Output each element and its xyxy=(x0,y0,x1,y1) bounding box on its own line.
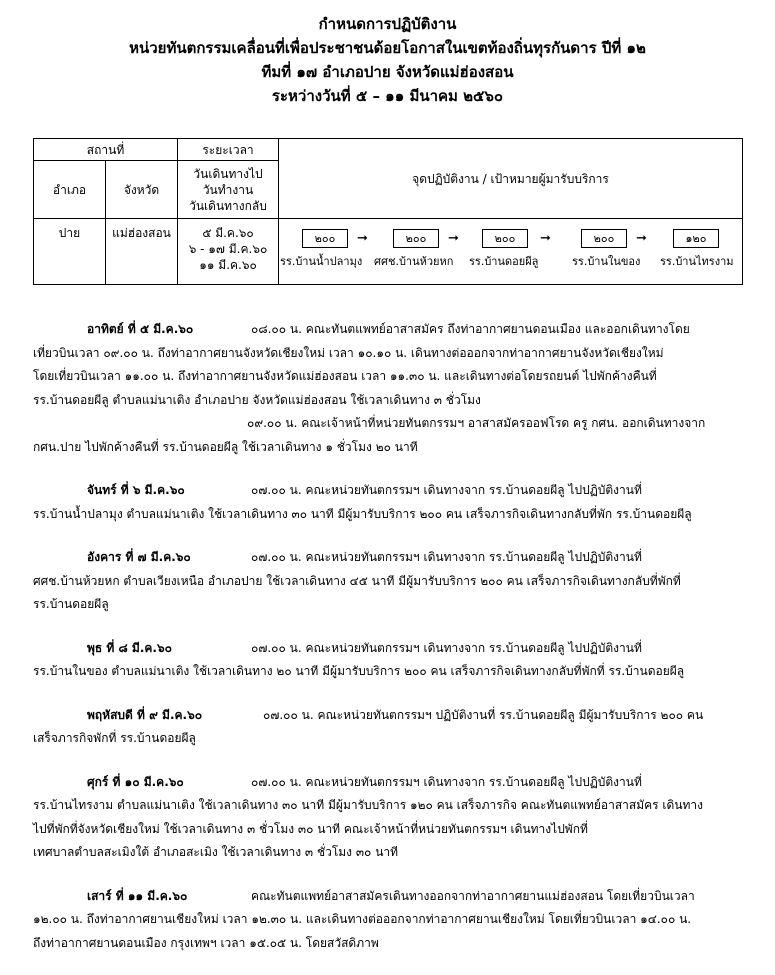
team-location: ทีมที่ ๑๗ อำเภอปาย จังหวัดแม่ฮ่องสอน xyxy=(261,63,514,81)
entry-line: ๐๗.๐๐ น. คณะหน่วยทันตกรรมฯ เดินทางจาก รร.บ้านดอยผีลู ไปปฏิบัติงานที่ xyxy=(251,483,642,497)
date-return: ๑๑ มี.ค.๖๐ xyxy=(199,258,257,272)
dates-cell xyxy=(178,219,279,285)
entry-line: ศศช.บ้านห้วยหก ตำบลเวียงเหนือ อำเภอปาย ใช้เวลาเดินทาง ๔๕ นาที มีผู้มารับบริการ ๒๐๐ คน เสร็จภารกิจเดินทางกลับที่พักที่ xyxy=(33,573,681,588)
entry-line: ๐๗.๐๐ น. คณะหน่วยทันตกรรมฯ เดินทางจาก รร.บ้านดอยผีลู ไปปฏิบัติงานที่ xyxy=(251,550,642,564)
schedule-entry-saturday xyxy=(33,885,748,956)
target-label-2: ศศช.บ้านห้วยหก xyxy=(374,254,454,268)
day-heading: ศุกร์ ที่ ๑๐ มี.ค.๖๐ xyxy=(87,774,184,789)
arrow-right-icon: ➞ xyxy=(540,230,551,246)
arrow-right-icon: ➞ xyxy=(636,230,647,246)
entry-line: ไปที่พักที่จังหวัดเชียงใหม่ ใช้เวลาเดินทาง ๓ ชั่วโมง ๓๐ นาที คณะเจ้าหน้าที่หน่วยทันตกรรมฯ เดินทางไปพักที่ xyxy=(33,821,588,836)
date-depart: ๕ มี.ค.๖๐ xyxy=(202,226,254,240)
day-heading: จันทร์ ที่ ๖ มี.ค.๖๐ xyxy=(87,483,185,497)
day-heading: อังคาร ที่ ๗ มี.ค.๖๐ xyxy=(87,550,191,564)
district-header: อำเภอ xyxy=(34,161,106,219)
day-heading: เสาร์ ที่ ๑๑ มี.ค.๖๐ xyxy=(87,888,188,903)
day-heading: พฤหัสบดี ที่ ๙ มี.ค.๖๐ xyxy=(87,707,203,722)
entry-line: เทศบาลตำบลสะเมิงใต้ อำเภอสะเมิง ใช้เวลาเดินทาง ๓ ชั่วโมง ๓๐ นาที xyxy=(33,845,399,859)
entry-line: เที่ยวบินเวลา ๐๙.๐๐ น. ถึงท่าอากาศยานจังหวัดเชียงใหม่ เวลา ๑๐.๑๐ น. เดินทางต่อออกจากท่าอากาศยานจังหวัดเชียงใหม่ xyxy=(33,345,664,360)
entry-line: ๐๘.๐๐ น. คณะทันตแพทย์อาสาสมัคร ถึงท่าอากาศยานดอนเมือง และออกเดินทางโดย xyxy=(251,322,690,336)
period-sub-return: วันเดินทางกลับ xyxy=(189,198,267,213)
entry-line: เสร็จภารกิจพักที่ รร.บ้านดอยผีลู xyxy=(33,731,196,745)
entry-line: รร.บ้านในของ ตำบลแม่นาเติง ใช้เวลาเดินทาง ๒๐ นาที มีผู้มารับบริการ ๒๐๐ คน เสร็จภารกิจเดินทางกลับที่พักที่ รร.บ้านดอยผีลู xyxy=(33,664,685,678)
entry-line: กศน.ปาย ไปพักค้างคืนที่ รร.บ้านดอยผีลู ใช้เวลาเดินทาง ๑ ชั่วโมง ๒๐ นาที xyxy=(33,439,418,454)
schedule-entry-thursday xyxy=(33,704,748,751)
schedule-entry-sunday xyxy=(33,318,748,459)
entry-line: ๐๙.๐๐ น. คณะเจ้าหน้าที่หน่วยทันตกรรมฯ อาสาสมัครออฟโรด ครู กศน. ออกเดินทางจาก xyxy=(247,416,706,430)
day-heading: พุธ ที่ ๘ มี.ค.๖๐ xyxy=(87,640,172,655)
province-header: จังหวัด xyxy=(106,161,178,219)
document-header xyxy=(0,12,775,108)
entry-line: รร.บ้านไทรงาม ตำบลแม่นาเติง ใช้เวลาเดินทาง ๓๐ นาที มีผู้มารับบริการ ๑๒๐ คน เสร็จภารกิจ คณะทันตแพทย์อาสาสมัคร เดินทาง xyxy=(33,798,704,812)
entry-line: ถึงท่าอากาศยานดอนเมือง กรุงเทพฯ เวลา ๑๕.๐๕ น. โดยสวัสดิภาพ xyxy=(33,935,379,950)
target-label-3: รร.บ้านดอยผีลู xyxy=(469,254,539,268)
schedule-entry-tuesday xyxy=(33,546,748,617)
period-sub-work: วันทำงาน xyxy=(202,182,254,197)
entry-line: ๐๗.๐๐ น. คณะหน่วยทันตกรรมฯ เดินทางจาก รร.บ้านดอยผีลู ไปปฏิบัติงานที่ xyxy=(251,640,642,655)
entry-line: ๐๗.๐๐ น. คณะหน่วยทันตกรรมฯ ปฏิบัติงานที่ รร.บ้านดอยผีลู มีผู้มารับบริการ ๒๐๐ คน xyxy=(263,707,704,722)
period-header: ระยะเวลา xyxy=(178,139,279,161)
entry-line: ๑๒.๐๐ น. ถึงท่าอากาศยานเชียงใหม่ เวลา ๑๒.๓๐ น. และเดินทางต่อออกจากท่าอากาศยานเชียงใหม่ โดยเที่ยวบินเวลา ๑๔.๐๐ น. xyxy=(33,912,692,926)
date-range: ระหว่างวันที่ ๕ – ๑๑ มีนาคม ๒๕๖๐ xyxy=(271,87,504,105)
period-sub-depart: วันเดินทางไป xyxy=(193,166,263,181)
schedule-entry-wednesday xyxy=(33,637,748,684)
target-header: จุดปฏิบัติงาน / เป้าหมายผู้มารับบริการ xyxy=(279,139,743,219)
entry-line: รร.บ้านดอยผีลู ตำบลแม่นาเติง อำเภอปาย จังหวัดแม่ฮ่องสอน ใช้เวลาเดินทาง ๓ ชั่วโมง xyxy=(33,392,481,407)
district-cell: ปาย xyxy=(34,219,106,285)
target-label-4: รร.บ้านในของ xyxy=(572,254,641,268)
location-header: สถานที่ xyxy=(34,139,178,161)
schedule-table xyxy=(33,138,743,285)
schedule-entry-monday xyxy=(33,479,748,526)
target-label-1: รร.บ้านน้ำปลามุง xyxy=(280,254,363,268)
doc-title: กำหนดการปฏิบัติงาน xyxy=(318,15,457,33)
target-box-1: ๒๐๐ xyxy=(302,229,348,248)
entry-line: รร.บ้านน้ำปลามุง ตำบลแม่นาเติง ใช้เวลาเดินทาง ๓๐ นาที มีผู้มารับบริการ ๒๐๐ คน เสร็จภารกิจเดินทางกลับที่พัก รร.บ้านดอยผีลู xyxy=(33,506,692,521)
date-work: ๖ - ๑๗ มี.ค.๖๐ xyxy=(188,242,268,256)
entry-line: รร.บ้านดอยผีลู xyxy=(33,597,109,611)
day-heading: อาทิตย์ ที่ ๕ มี.ค.๖๐ xyxy=(87,322,194,336)
flow-cell xyxy=(279,219,743,285)
target-box-5: ๑๒๐ xyxy=(673,229,719,248)
entry-line: โดยเที่ยวบินเวลา ๑๑.๐๐ น. ถึงท่าอากาศยานจังหวัดแม่ฮ่องสอน เวลา ๑๑.๓๐ น. และเดินทางต่อโดยรถยนต์ ไปพักค้างคืนที่ xyxy=(33,369,657,383)
entry-line: ๐๗.๐๐ น. คณะหน่วยทันตกรรมฯ เดินทางจาก รร.บ้านดอยผีลู ไปปฏิบัติงานที่ xyxy=(251,774,642,789)
arrow-right-icon: ➞ xyxy=(357,230,368,246)
target-box-4: ๒๐๐ xyxy=(581,229,627,248)
period-subheader xyxy=(178,161,279,219)
doc-subtitle: หน่วยทันตกรรมเคลื่อนที่เพื่อประชาชนด้อยโอกาสในเขตท้องถิ่นทุรกันดาร ปีที่ ๑๒ xyxy=(129,39,646,57)
target-box-3: ๒๐๐ xyxy=(482,229,528,248)
target-label-5: รร.บ้านไทรงาม xyxy=(660,254,734,268)
daily-schedule xyxy=(33,318,748,975)
province-cell: แม่ฮ่องสอน xyxy=(106,219,178,285)
schedule-entry-friday xyxy=(33,771,748,865)
arrow-right-icon: ➞ xyxy=(448,230,459,246)
target-box-2: ๒๐๐ xyxy=(393,229,439,248)
entry-line: คณะทันตแพทย์อาสาสมัครเดินทางออกจากท่าอากาศยานแม่ฮ่องสอน โดยเที่ยวบินเวลา xyxy=(251,888,695,903)
service-flow xyxy=(279,220,742,284)
